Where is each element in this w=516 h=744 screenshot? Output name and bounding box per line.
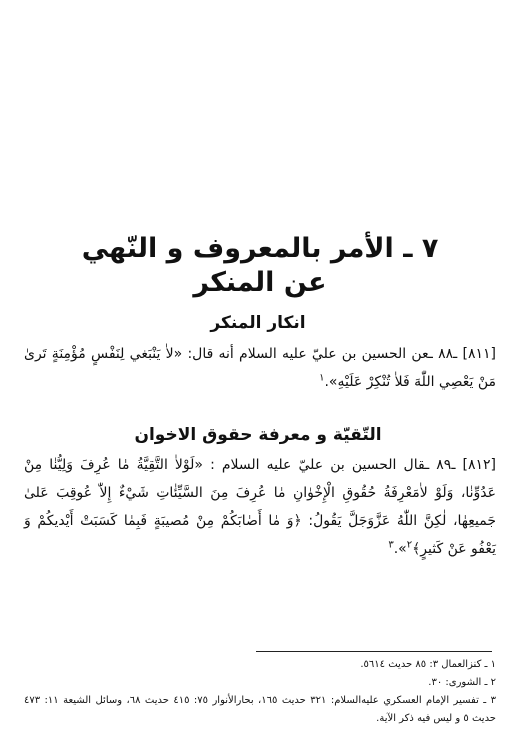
hadith-quote: «لاٰ يَنْبَغي لِنَفْسٍ مُؤْمِنَةٍ تَرىٰ مَنْ يَعْصِي اللّٰهَ فَلاٰ تُنْكِرْ عَلَيْهِ». (24, 346, 496, 390)
hadith-intro: قال الحسين بن عليّ عليه السلام : (202, 457, 426, 473)
footnote-marker: ٣ (388, 539, 394, 551)
hadith-paragraph-812 (24, 451, 496, 563)
hadith-number: [٨١٢] ـ٨٩ ـ (425, 457, 497, 473)
hadith-quote: «لَوْلاٰ التَّقِيَّةُ مٰا عُرِفَ وَلِيُّنٰا مِنْ عَدُوِّنٰا، وَلَوْ لاٰمَعْرِفَةُ حُقُوقِ الْإِخْوٰانِ مٰا عُرِفَ مِنَ السَّيِّئٰاتِ شَيْءٌ إِلاّٰ عُوقِبَ عَلىٰ جَميعِهٰا، لٰكِنَّ اللّٰهُ عَزَّوَجَلَّ يَقُولُ: ﴿وَ مٰا أَصٰابَكُمْ مِنْ مُصيبَةٍ فَبِمٰا كَسَبَتْ أَيْديكُمْ وَ يَعْفُو عَنْ كَثيرٍ﴾ (24, 457, 496, 557)
section-heading-taqiyya: التّقيّة و معرفة حقوق الاخوان (134, 425, 382, 445)
footnote-divider (256, 651, 492, 652)
hadith-closing: ». (393, 541, 407, 557)
footnote-marker: ١ (319, 372, 325, 384)
footnote-2: ٢ ـ الشورى: ٣٠. (428, 677, 496, 688)
footnotes (24, 656, 496, 728)
hadith-paragraph-811 (24, 340, 496, 396)
footnote-3: ٣ ـ تفسير الإمام العسكري عليه‌السلام: ٣٢١ حديث ١٦٥، بحارالأنوار ٧٥: ٤١٥ حديث ٦٨، وسائل الشيعة ١١: ٤٧٣ حديث ٥ و ليس فيه ذكر الآية. (24, 695, 497, 724)
hadith-intro: عن الحسين بن عليّ عليه السلام أنه قال: (182, 346, 429, 362)
section-heading-inkar-al-munkar: انكار المنكر (210, 313, 306, 333)
chapter-title: ٧ ـ الأمر بالمعروف و النّهي عن المنكر (81, 233, 439, 298)
hadith-number: [٨١١] ـ٨٨ ـ (428, 346, 496, 362)
footnote-marker: ٢ (406, 539, 413, 551)
footnote-1: ١ ـ كنزالعمال ٣: ٨٥ حديث ٥٦١٤. (360, 659, 496, 670)
